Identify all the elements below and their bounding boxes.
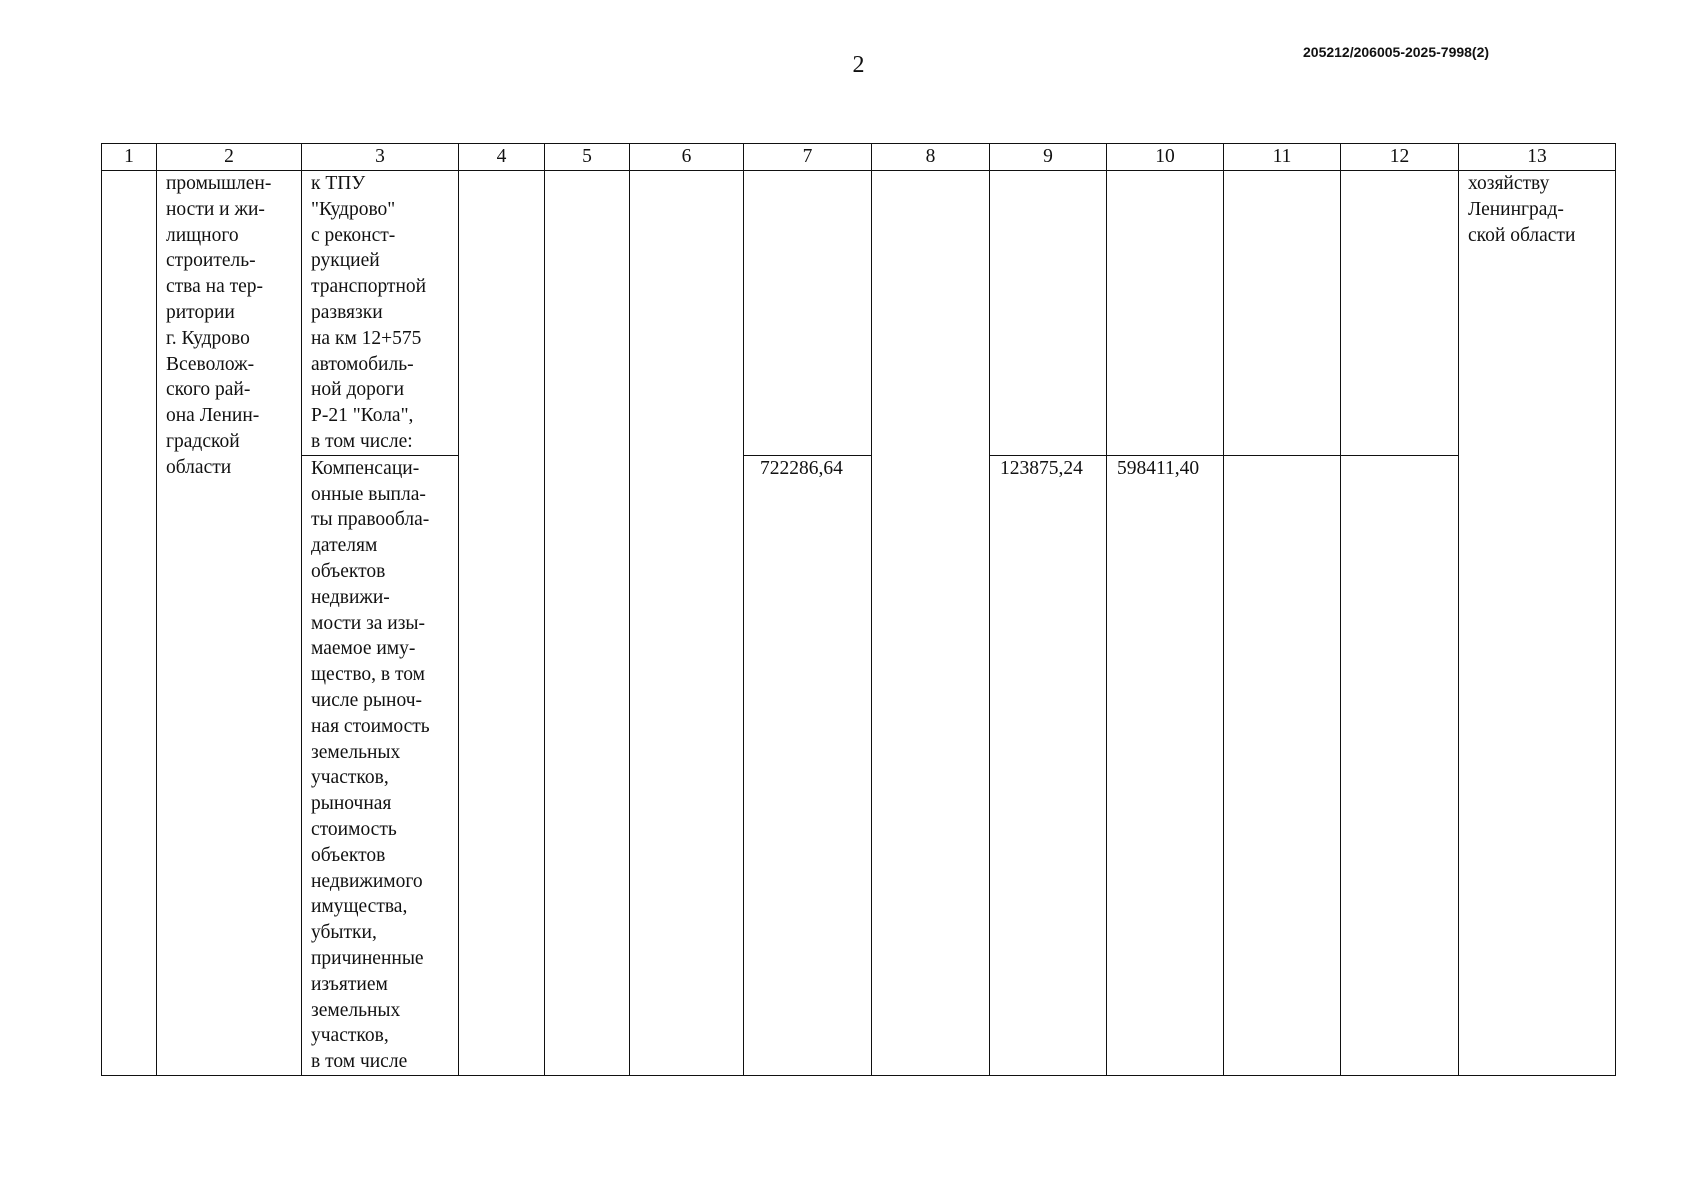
text-line: развязки	[311, 301, 383, 323]
header-col-4: 4	[459, 144, 545, 171]
text-line: транспортной	[311, 276, 427, 298]
text-line: на км 12+575	[311, 327, 422, 349]
cell-col-8	[872, 171, 990, 1076]
data-table	[101, 143, 1616, 1076]
value-col-7: 722286,64	[760, 457, 843, 479]
value-col-9: 123875,24	[1000, 457, 1083, 479]
text-line: участков,	[311, 1025, 389, 1047]
text-line: в том числе:	[311, 430, 413, 452]
header-col-3: 3	[302, 144, 459, 171]
text-line: недвижимого	[311, 870, 423, 892]
cell-col-7-bottom	[744, 455, 872, 1075]
cell-col-13	[1459, 171, 1616, 1076]
header-col-11: 11	[1224, 144, 1341, 171]
text-line: земельных	[311, 741, 401, 763]
header-row	[102, 144, 1616, 171]
header-col-8: 8	[872, 144, 990, 171]
text-line: числе рыноч-	[311, 689, 422, 711]
cell-col-1	[102, 171, 157, 1076]
text-line: лищного	[166, 224, 239, 246]
text-line: объектов	[311, 844, 386, 866]
text-line: автомобиль-	[311, 353, 414, 375]
cell-col-3-top	[302, 171, 459, 456]
text-line: Р-21 "Кола",	[311, 405, 414, 427]
text-line: рукцией	[311, 250, 380, 272]
cell-col-11-bottom	[1224, 455, 1341, 1075]
cell-col-9-top	[990, 171, 1107, 456]
table-row	[102, 171, 1616, 456]
col3-bottom-text	[302, 456, 458, 1075]
text-line: участков,	[311, 767, 389, 789]
text-line: Компенсаци-	[311, 457, 420, 479]
text-line: к ТПУ	[311, 173, 366, 194]
text-line: щество, в том	[311, 664, 425, 686]
text-line: ской области	[1468, 224, 1576, 246]
text-line: ты правообла-	[311, 509, 430, 531]
text-line: строитель-	[166, 250, 256, 272]
text-line: области	[166, 456, 232, 478]
text-line: недвижи-	[311, 586, 390, 608]
text-line: убытки,	[311, 922, 377, 944]
header-col-7: 7	[744, 144, 872, 171]
header-col-12: 12	[1341, 144, 1459, 171]
text-line: с реконст-	[311, 224, 396, 246]
table-row	[102, 455, 1616, 1075]
cell-col-9-bottom	[990, 455, 1107, 1075]
text-line: земельных	[311, 999, 401, 1021]
header-col-10: 10	[1107, 144, 1224, 171]
header-col-9: 9	[990, 144, 1107, 171]
page-number: 2	[852, 52, 865, 78]
cell-col-3-bottom	[302, 455, 459, 1075]
text-line: онные выпла-	[311, 483, 426, 505]
cell-col-10-top	[1107, 171, 1224, 456]
col3-top-text	[302, 171, 458, 455]
text-line: имущества,	[311, 896, 408, 918]
text-line: Всеволож-	[166, 353, 255, 375]
document-id: 205212/206005-2025-7998(2)	[1303, 44, 1490, 60]
header-col-6: 6	[630, 144, 744, 171]
text-line: ства на тер-	[166, 276, 264, 298]
text-line: хозяйству	[1468, 173, 1550, 194]
cell-col-12-top	[1341, 171, 1459, 456]
text-line: "Кудрово"	[311, 198, 396, 220]
text-line: ная стоимость	[311, 715, 430, 737]
cell-col-6	[630, 171, 744, 1076]
text-line: объектов	[311, 560, 386, 582]
text-line: ского рай-	[166, 379, 251, 401]
cell-col-11-top	[1224, 171, 1341, 456]
text-line: маемое иму-	[311, 638, 416, 660]
value-col-10: 598411,40	[1117, 457, 1200, 479]
cell-col-2	[157, 171, 302, 1076]
header-col-5: 5	[545, 144, 630, 171]
text-line: промышлен-	[166, 173, 272, 194]
cell-col-10-bottom	[1107, 455, 1224, 1075]
text-line: дателям	[311, 535, 378, 557]
cell-col-4	[459, 171, 545, 1076]
cell-col-5	[545, 171, 630, 1076]
cell-col-12-bottom	[1341, 455, 1459, 1075]
text-line: изъятием	[311, 973, 388, 995]
header-col-13: 13	[1459, 144, 1616, 171]
header-col-2: 2	[157, 144, 302, 171]
text-line: градской	[166, 430, 240, 452]
cell-col-7-top	[744, 171, 872, 456]
text-line: в том числе	[311, 1051, 408, 1073]
text-line: Ленинград-	[1468, 198, 1564, 220]
text-line: ности и жи-	[166, 198, 265, 220]
text-line: стоимость	[311, 818, 397, 840]
text-line: г. Кудрово	[166, 327, 250, 349]
text-line: рыночная	[311, 793, 392, 815]
text-line: ритории	[166, 301, 235, 323]
col13-text	[1459, 171, 1615, 248]
header-col-1: 1	[102, 144, 157, 171]
text-line: она Ленин-	[166, 405, 260, 427]
col2-text	[157, 171, 301, 481]
text-line: причиненные	[311, 947, 424, 969]
text-line: ной дороги	[311, 379, 405, 401]
text-line: мости за изы-	[311, 612, 426, 634]
